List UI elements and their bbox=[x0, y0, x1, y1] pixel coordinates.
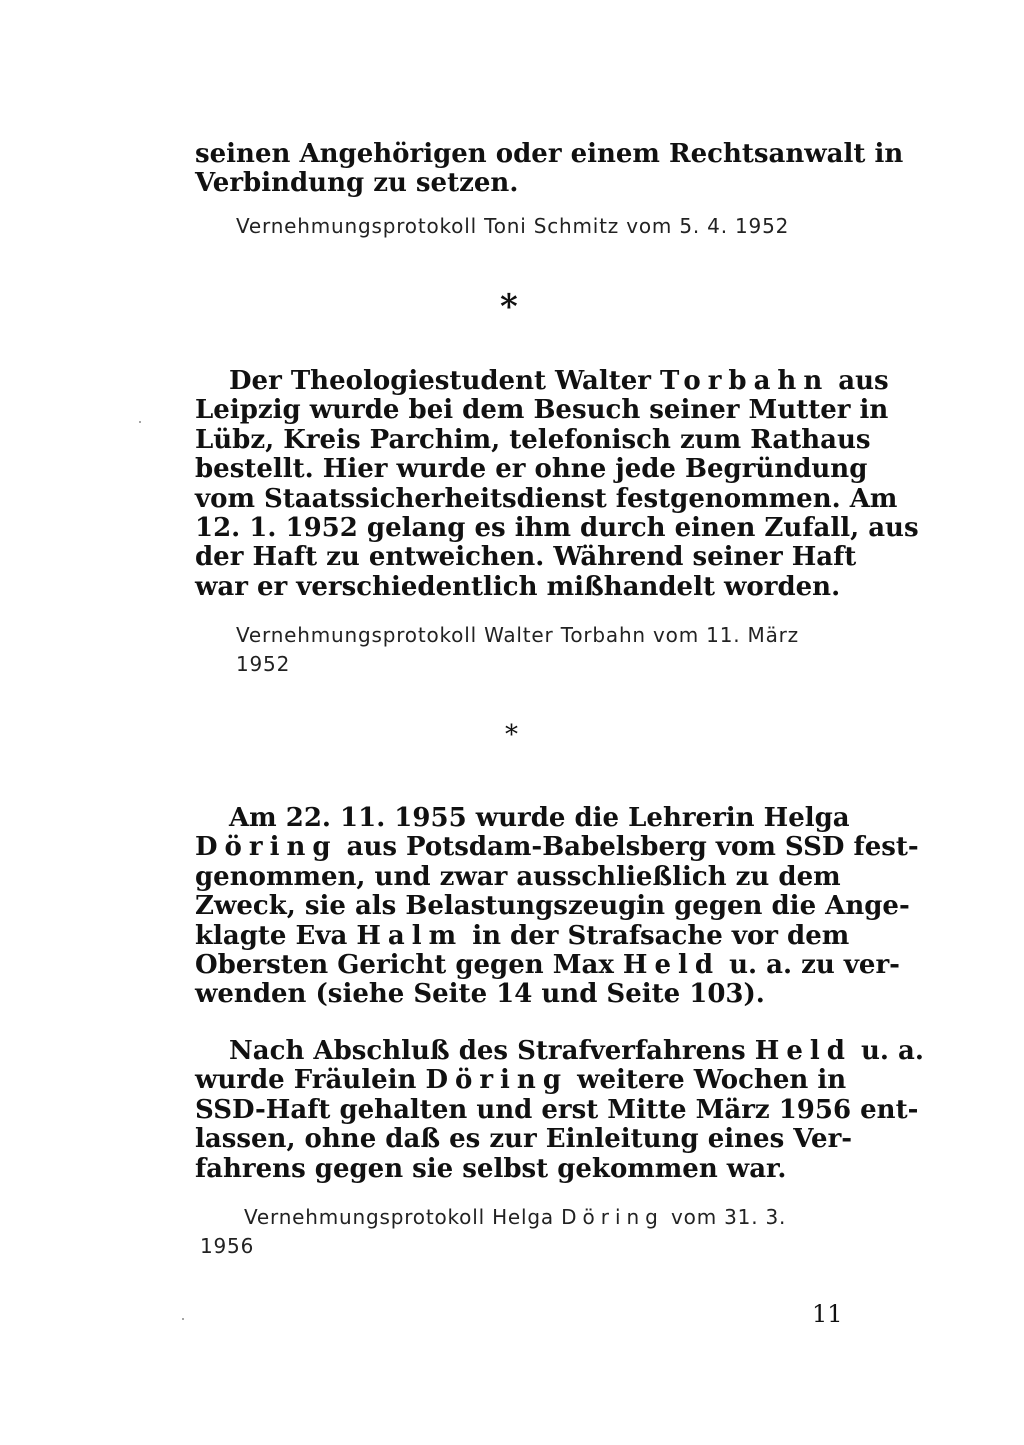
section-separator-asterisk: * bbox=[500, 287, 518, 327]
spaced-name-doering: Döring bbox=[561, 1205, 664, 1229]
spaced-name-torbahn: Torbahn bbox=[660, 366, 830, 396]
paragraph-line: war er verschiedentlich mißhandelt worden. bbox=[195, 571, 841, 602]
paragraph-line: Am 22. 11. 1955 wurde die Lehrerin Helga bbox=[229, 803, 850, 833]
section-separator-asterisk: * bbox=[505, 720, 518, 750]
paragraph-line: Der Theologiestudent Walter Torbahn aus bbox=[229, 366, 889, 396]
paragraph-doering-release bbox=[195, 1036, 924, 1184]
paragraph-line: 12. 1. 1952 gelang es ihm durch einen Zufall, aus bbox=[195, 513, 919, 544]
paragraph-line: genommen, und zwar ausschließlich zu dem bbox=[195, 861, 841, 892]
paragraph-line: Döring aus Potsdam-Babelsberg vom SSD fest- bbox=[195, 832, 919, 863]
paragraph-line: Leipzig wurde bei dem Besuch seiner Mutter in bbox=[195, 395, 889, 426]
paragraph-line: Lübz, Kreis Parchim, telefonisch zum Rathaus bbox=[195, 424, 871, 455]
paragraph-line: wenden (siehe Seite 14 und Seite 103). bbox=[195, 979, 765, 1010]
paragraph-line: Nach Abschluß des Strafverfahrens Held u. a. bbox=[229, 1036, 924, 1066]
spaced-name-doering: Döring bbox=[425, 1065, 569, 1096]
scan-speck bbox=[182, 1318, 184, 1320]
spaced-name-held: Held bbox=[754, 1036, 852, 1066]
paragraph-line: Obersten Gericht gegen Max Held u. a. zu ver- bbox=[195, 950, 900, 981]
paragraph-line: wurde Fräulein Döring weitere Wochen in bbox=[195, 1065, 847, 1096]
paragraph-torbahn bbox=[195, 366, 919, 602]
spaced-name-halm: Halm bbox=[356, 920, 464, 951]
paragraph-line: klagte Eva Halm in der Strafsache vor dem bbox=[195, 920, 850, 951]
source-caption-schmitz: Vernehmungsprotokoll Toni Schmitz vom 5. 4. 1952 bbox=[236, 214, 790, 238]
page-number: 11 bbox=[812, 1300, 843, 1328]
paragraph-line: fahrens gegen sie selbst gekommen war. bbox=[195, 1153, 787, 1184]
paragraph-line: SSD-Haft gehalten und erst Mitte März 1956 ent- bbox=[195, 1094, 919, 1125]
source-caption-torbahn: Vernehmungsprotokoll Walter Torbahn vom 11. März 1952 bbox=[236, 623, 799, 676]
paragraph-line: bestellt. Hier wurde er ohne jede Begründung bbox=[195, 454, 868, 485]
paragraph-line: Zweck, sie als Belastungszeugin gegen die Ange- bbox=[195, 891, 910, 922]
scan-speck bbox=[139, 421, 141, 423]
source-caption-doering: Vernehmungsprotokoll Helga Döring vom 31. 3. 1956 bbox=[200, 1205, 787, 1258]
spaced-name-held: Held bbox=[622, 950, 721, 981]
paragraph-line: seinen Angehörigen oder einem Rechtsanwalt in bbox=[195, 139, 904, 169]
paragraph-continuation bbox=[195, 139, 904, 199]
paragraph-line: vom Staatssicherheitsdienst festgenommen. Am bbox=[195, 483, 898, 514]
paragraph-doering-arrest bbox=[195, 803, 919, 1010]
spaced-name-doering: Döring bbox=[195, 832, 338, 863]
paragraph-line: Verbindung zu setzen. bbox=[195, 168, 519, 199]
paragraph-line: der Haft zu entweichen. Während seiner Haft bbox=[195, 542, 857, 573]
paragraph-line: lassen, ohne daß es zur Einleitung eines Ver- bbox=[195, 1124, 853, 1155]
